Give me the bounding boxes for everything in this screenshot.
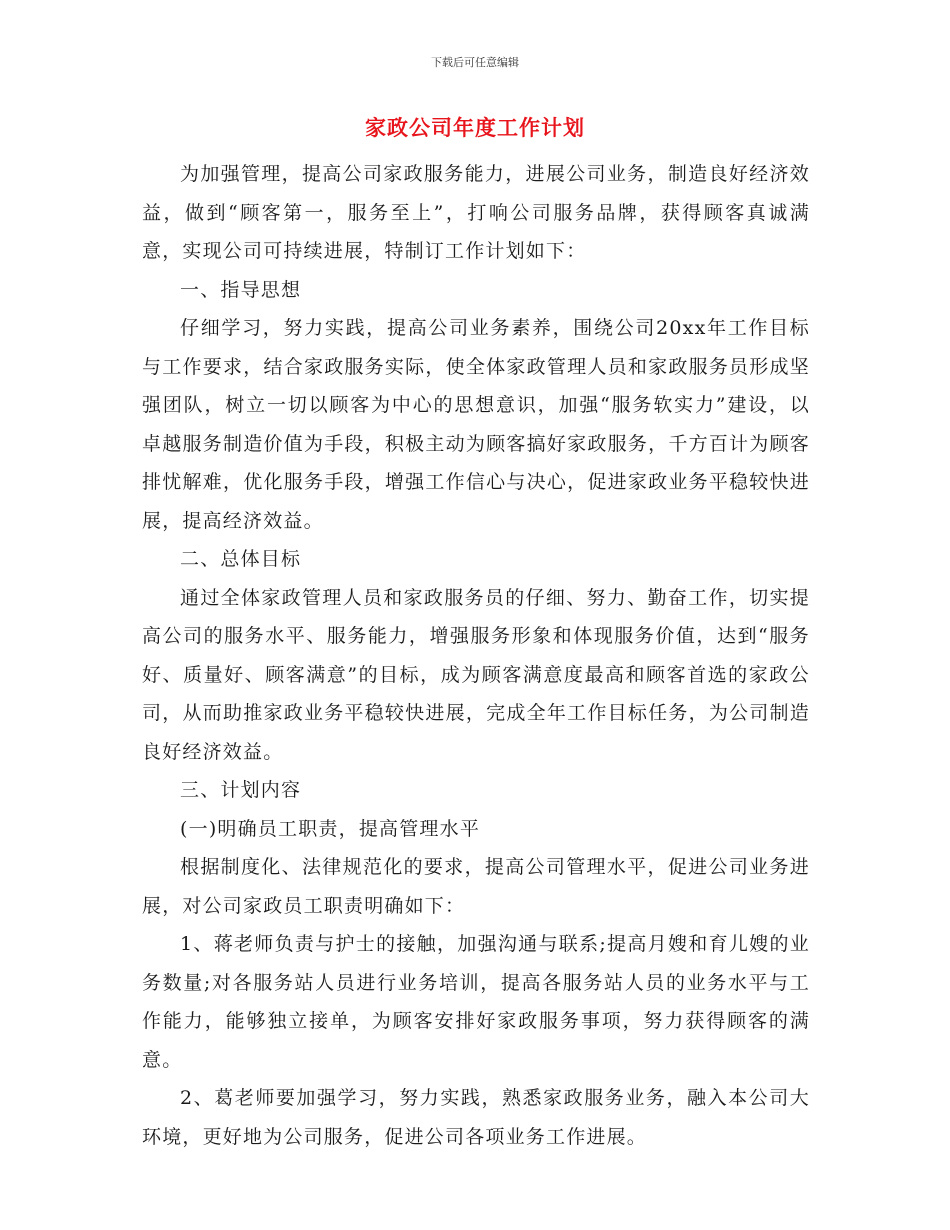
duty-item-2: 2、葛老师要加强学习，努力实践，熟悉家政服务业务，融入本公司大环境，更好地为公司服务，促进公司各项业务工作进展。 <box>142 1087 810 1148</box>
document-title: 家政公司年度工作计划 <box>365 115 585 140</box>
page-header-note: 下载后可任意编辑 <box>431 56 519 69</box>
duty-item-1: 1、蒋老师负责与护士的接触，加强沟通与联系;提高月嫂和育儿嫂的业务数量;对各服务站人员进行业务培训，提高各服务站人员的业务水平与工作能力，能够独立接单，为顾客安排好家政服务事项，努力获得顾客的满意。 <box>142 933 810 1071</box>
document-body <box>142 155 810 1156</box>
section-heading-plan-content: 三、计划内容 <box>180 779 302 801</box>
overall-goal-paragraph: 通过全体家政管理人员和家政服务员的仔细、努力、勤奋工作，切实提高公司的服务水平、服务能力，增强服务形象和体现服务价值，达到“服务好、质量好、顾客满意”的目标，成为顾客满意度最高和顾客首选的家政公司，从而助推家政业务平稳较快进展，完成全年工作目标任务，为公司制造良好经济效益。 <box>142 586 810 763</box>
duties-intro-paragraph: 根据制度化、法律规范化的要求，提高公司管理水平，促进公司业务进展，对公司家政员工职责明确如下： <box>142 856 810 917</box>
intro-paragraph: 为加强管理，提高公司家政服务能力，进展公司业务，制造良好经济效益，做到“顾客第一，服务至上”，打响公司服务品牌，获得顾客真诚满意，实现公司可持续进展，特制订工作计划如下： <box>142 163 810 262</box>
section-heading-guiding-ideology: 一、指导思想 <box>180 278 302 301</box>
subsection-heading-duties: (一)明确员工职责，提高管理水平 <box>180 817 481 840</box>
section-heading-overall-goal: 二、总体目标 <box>180 548 302 570</box>
guiding-ideology-paragraph: 仔细学习，努力实践，提高公司业务素养，围绕公司20xx年工作目标与工作要求，结合家政服务实际，使全体家政管理人员和家政服务员形成坚强团队，树立一切以顾客为中心的思想意识，加强“服务软实力”建设，以卓越服务制造价值为手段，积极主动为顾客搞好家政服务，千方百计为顾客排忧解难，优化服务手段，增强工作信心与决心，促进家政业务平稳较快进展，提高经济效益。 <box>142 317 810 532</box>
